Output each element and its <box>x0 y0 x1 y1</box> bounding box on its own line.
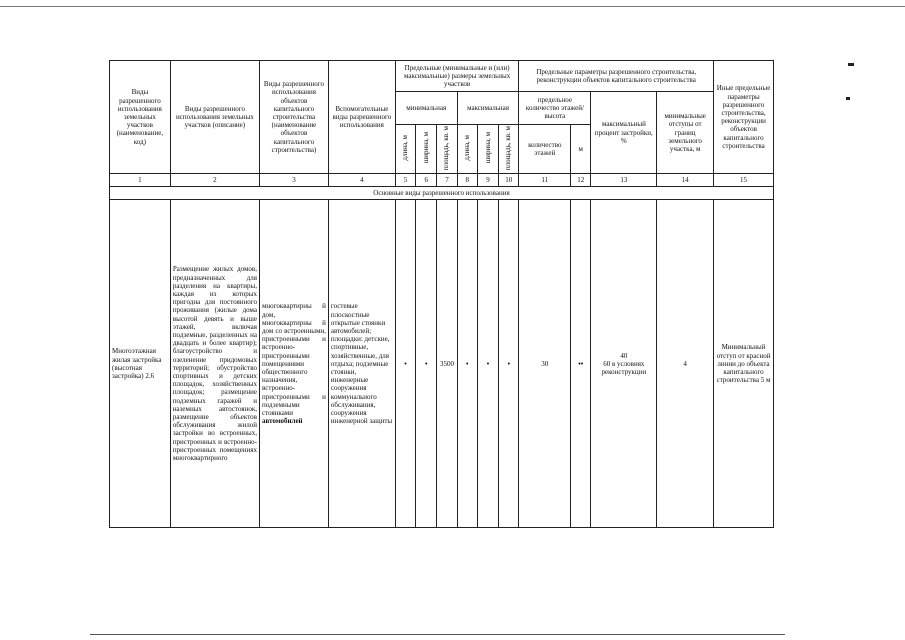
section-row <box>110 187 774 200</box>
header-col2: Виды разрешенного использования земельных участков (описание) <box>170 61 259 174</box>
cell-capital-objects <box>260 200 329 528</box>
column-number: 10 <box>499 174 519 187</box>
cell-other-params: Минимальный отступ от красной линии до объекта капитального строительства 5 м <box>714 200 774 528</box>
cell-min-length: • <box>395 200 415 528</box>
header-min-length: длина, м <box>395 125 415 174</box>
column-number: 11 <box>519 174 571 187</box>
header-minimal: минимальная <box>395 92 457 125</box>
column-number: 9 <box>477 174 498 187</box>
header-floors-count: количество этажей <box>519 125 571 174</box>
column-number-row <box>110 174 774 187</box>
header-col4: Вспомогательные виды разрешенного использования <box>328 61 395 174</box>
header-max-area: площадь, кв. м <box>499 125 519 174</box>
table-row <box>110 200 774 528</box>
header-min-width: ширина, м <box>416 125 437 174</box>
header-row-1 <box>110 61 774 92</box>
header-meters: м <box>571 125 591 174</box>
column-number: 5 <box>395 174 415 187</box>
column-number: 4 <box>328 174 395 187</box>
column-number: 12 <box>571 174 591 187</box>
cell-max-area: • <box>499 200 519 528</box>
scan-bottom-border <box>90 634 785 635</box>
header-maximal: максимальная <box>457 92 519 125</box>
cell-min-area: 3500 <box>437 200 457 528</box>
scan-top-border <box>0 6 905 7</box>
cell-min-width: • <box>416 200 437 528</box>
column-number: 8 <box>457 174 477 187</box>
land-use-regulations-table <box>109 60 774 528</box>
scan-mark <box>848 63 854 66</box>
header-min-area: площадь, кв. м <box>437 125 457 174</box>
column-number: 14 <box>657 174 714 187</box>
column-number: 3 <box>260 174 329 187</box>
header-col3: Виды разрешенного использования объектов капитального строительства (наименование объектов капитального строительства) <box>260 61 329 174</box>
header-col15: Иные предельные параметры разрешенного строительства, реконструкции объектов капитального строительства <box>714 61 774 174</box>
header-floors-group: предельное количество этажей/высота <box>519 92 591 125</box>
column-number: 15 <box>714 174 774 187</box>
cell-max-coverage-reconstruction: 60 в условиях реконструкции <box>601 359 647 376</box>
cell-use-description: Размещение жилых домов, предназначенных для разделения на квартиры, каждая из которых пригодна для постоянного проживания (жилые дома высотой девять и выше этажей, включая подземные, разделенных на двадцать и более квартир); благоустройство и озеленение придомовых территорий; обустройство спортивных и детских площадок, хозяйственных площадок; размещение подземных гаражей и наземных автостоянок, размещение объектов обслуживания жилой застройки во встроенных, пристроенных и встроенно-пристроенных помещениях многоквартирного <box>170 200 259 528</box>
cell-auxiliary-uses: гостевые плоскостные открытые стоянки автомобилей; площадки: детские, спортивные, хозяйственные, для отдыха; подземные стоянки, инженерные сооружения коммунального обслуживания, сооружения инженерной защиты <box>328 200 395 528</box>
cell-max-coverage-value: 40 <box>620 351 628 360</box>
column-number: 7 <box>437 174 457 187</box>
cell-max-coverage <box>591 200 657 528</box>
header-group-sizes: Предельные (минимальные и (или) максимальные) размеры земельных участков <box>395 61 519 92</box>
column-number: 6 <box>416 174 437 187</box>
cell-use-name: Многоэтажная жилая застройка (высотная застройка) 2.6 <box>110 200 171 528</box>
column-number: 13 <box>591 174 657 187</box>
header-col14: минимальные отступы от границ земельного участка, м <box>657 92 714 174</box>
cell-min-setback: 4 <box>657 200 714 528</box>
cell-max-length: • <box>457 200 477 528</box>
column-number: 1 <box>110 174 171 187</box>
section-title: Основные виды разрешенного использования <box>110 187 774 200</box>
header-col1: Виды разрешенного использования земельных участков (наименование, код) <box>110 61 171 174</box>
header-col13: максимальный процент застройки, % <box>591 92 657 174</box>
cell-height-m: •• <box>571 200 591 528</box>
header-max-length: длина, м <box>457 125 477 174</box>
header-group-params: Предельные параметры разрешенного строительства, реконструкции объектов капитального строительства <box>519 61 714 92</box>
cell-floors-count: 30 <box>519 200 571 528</box>
cell-capital-objects-text: многоквартирны й дом, многоквартирны й дом со встроенными, пристроенными и встроенно-пристроенными помещениями общественного назначения, встроенно-пристроенными и подземными стоянками <box>262 302 326 417</box>
column-number: 2 <box>170 174 259 187</box>
cell-max-width: • <box>477 200 498 528</box>
cell-capital-objects-bold: автомобилей <box>262 417 303 426</box>
scan-mark <box>846 97 850 100</box>
header-max-width: ширина, м <box>477 125 498 174</box>
